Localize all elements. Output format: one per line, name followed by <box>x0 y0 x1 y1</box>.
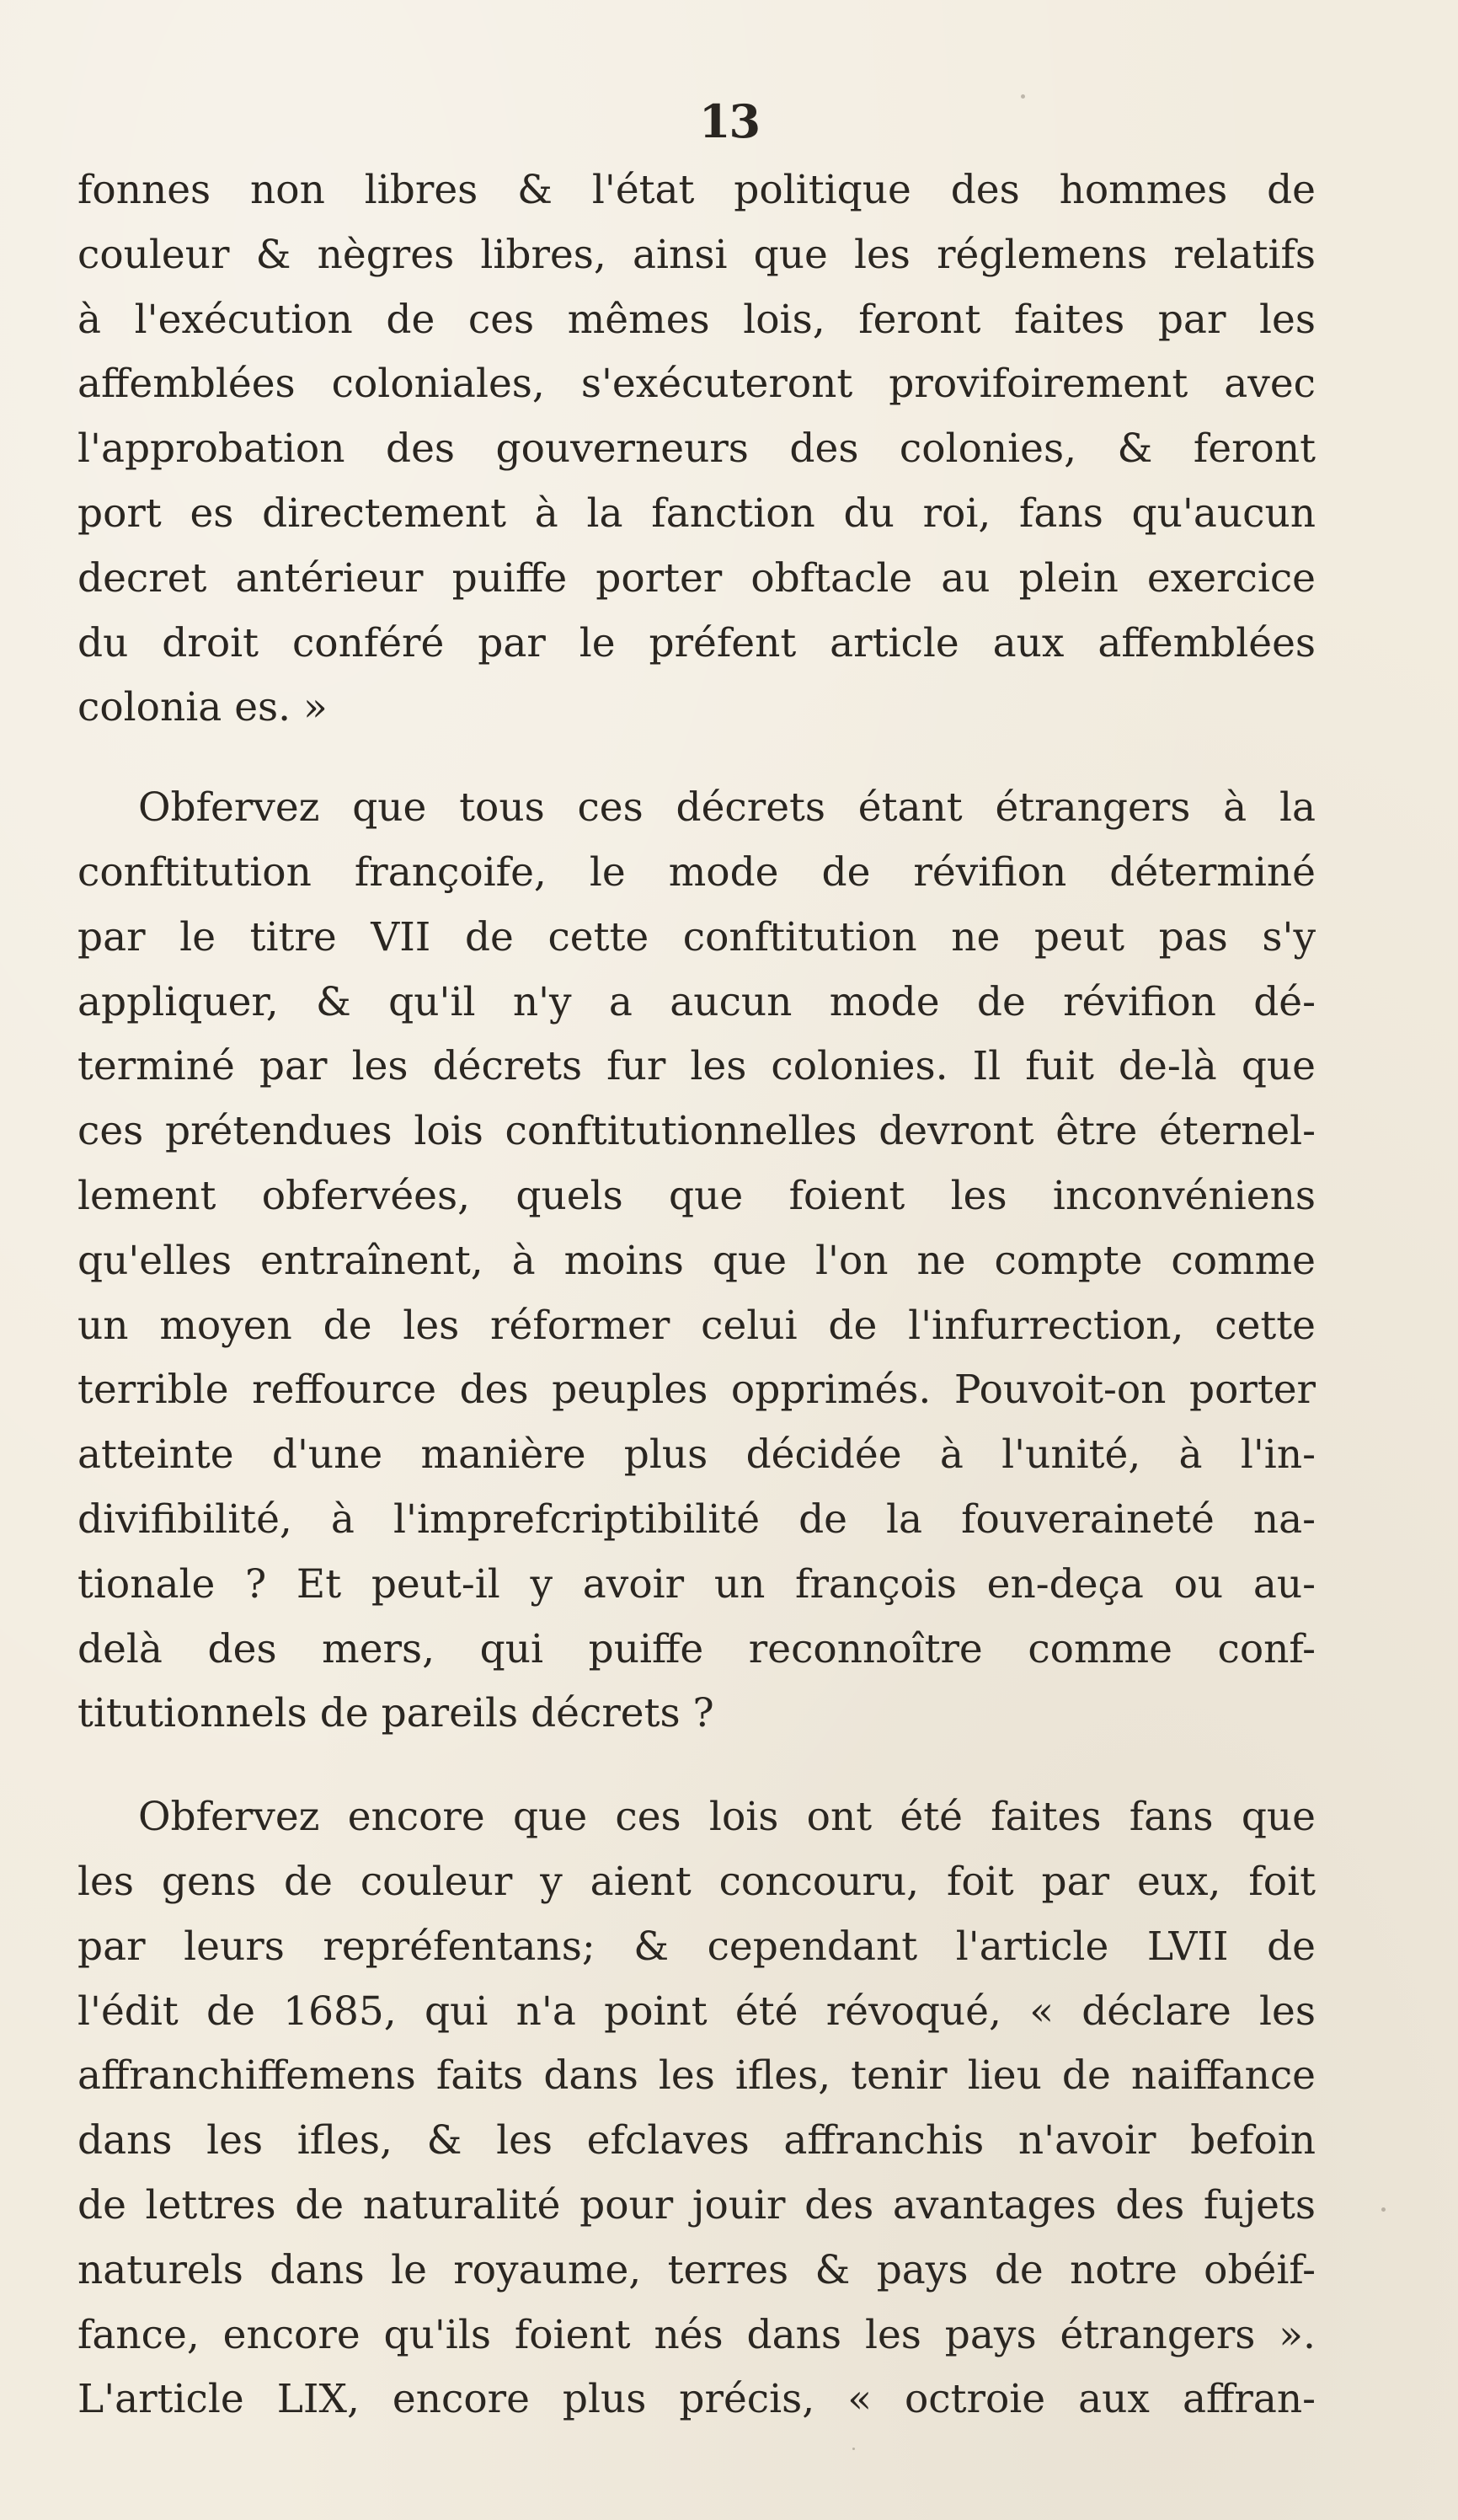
text-line: atteinte d'une manière plus décidée à l'unité, à l'in- <box>77 1431 1316 1479</box>
text-line: conftitution françoife, le mode de révifion déterminé <box>77 848 1316 896</box>
text-line: lement obfervées, quels que foient les inconvéniens <box>77 1172 1316 1219</box>
text-line: port es directement à la fanction du roi, fans qu'aucun <box>77 490 1316 537</box>
text-line: l'approbation des gouverneurs des colonies, & feront <box>77 425 1316 473</box>
text-line: L'article LIX, encore plus précis, « octroie aux affran- <box>77 2376 1316 2423</box>
text-line: appliquer, & qu'il n'y a aucun mode de révifion dé- <box>77 978 1316 1025</box>
text-line: divifibilité, à l'imprefcriptibilité de la fouveraineté na- <box>77 1495 1316 1543</box>
text-line: un moyen de les réformer celui de l'infurrection, cette <box>77 1302 1316 1349</box>
text-line: par le titre VII de cette conftitution ne peut pas s'y <box>77 913 1316 960</box>
text-line: les gens de couleur y aient concouru, foit par eux, foit <box>77 1858 1316 1905</box>
text-line: qu'elles entraînent, à moins que l'on ne compte comme <box>77 1237 1316 1284</box>
text-line: Obfervez encore que ces lois ont été faites fans que <box>138 1794 1316 1841</box>
text-line: ces prétendues lois conftitutionnelles devront être éternel- <box>77 1108 1316 1155</box>
paper-speck <box>1381 2207 1386 2212</box>
page-number: 13 <box>698 94 760 148</box>
paper-speck <box>1021 94 1025 99</box>
text-line: affemblées coloniales, s'exécuteront provifoirement avec <box>77 361 1316 408</box>
text-line: fonnes non libres & l'état politique des hommes de <box>77 167 1316 213</box>
text-line: dans les ifles, & les efclaves affranchis n'avoir befoin <box>77 2117 1316 2164</box>
page-body <box>77 158 1316 2464</box>
text-line: terrible reffource des peuples opprimés. Pouvoit-on porter <box>77 1367 1316 1414</box>
text-line: de lettres de naturalité pour jouir des avantages des fujets <box>77 2181 1316 2228</box>
paper-speck <box>852 2448 855 2450</box>
paragraph-1 <box>77 158 1316 741</box>
text-line: colonia es. » <box>77 684 328 731</box>
text-line: decret antérieur puiffe porter obftacle au plein exercice <box>77 554 1316 602</box>
text-line: du droit conféré par le préfent article aux affemblées <box>77 619 1316 666</box>
text-line: affranchiffemens faits dans les ifles, tenir lieu de naiffance <box>77 2052 1316 2100</box>
text-line: l'édit de 1685, qui n'a point été révoqué, « déclare les <box>77 1988 1316 2035</box>
paragraph-2 <box>77 776 1316 1747</box>
text-line: couleur & nègres libres, ainsi que les réglemens relatifs <box>77 231 1316 278</box>
text-line: fance, encore qu'ils foient nés dans les pays étrangers ». <box>77 2311 1316 2358</box>
text-line: par leurs repréfentans; & cependant l'article LVII de <box>77 1923 1316 1970</box>
text-line: naturels dans le royaume, terres & pays de notre obéif- <box>77 2246 1316 2293</box>
text-line: tionale ? Et peut-il y avoir un françois en-deça ou au- <box>77 1560 1316 1608</box>
text-line: delà des mers, qui puiffe reconnoître comme conf- <box>77 1625 1316 1672</box>
text-line: terminé par les décrets fur les colonies. Il fuit de-là que <box>77 1043 1316 1090</box>
text-line: à l'exécution de ces mêmes lois, feront faites par les <box>77 296 1316 343</box>
text-line: Obfervez que tous ces décrets étant étrangers à la <box>138 784 1316 832</box>
paragraph-3 <box>77 1785 1316 2432</box>
text-line: titutionnels de pareils décrets ? <box>77 1690 714 1737</box>
